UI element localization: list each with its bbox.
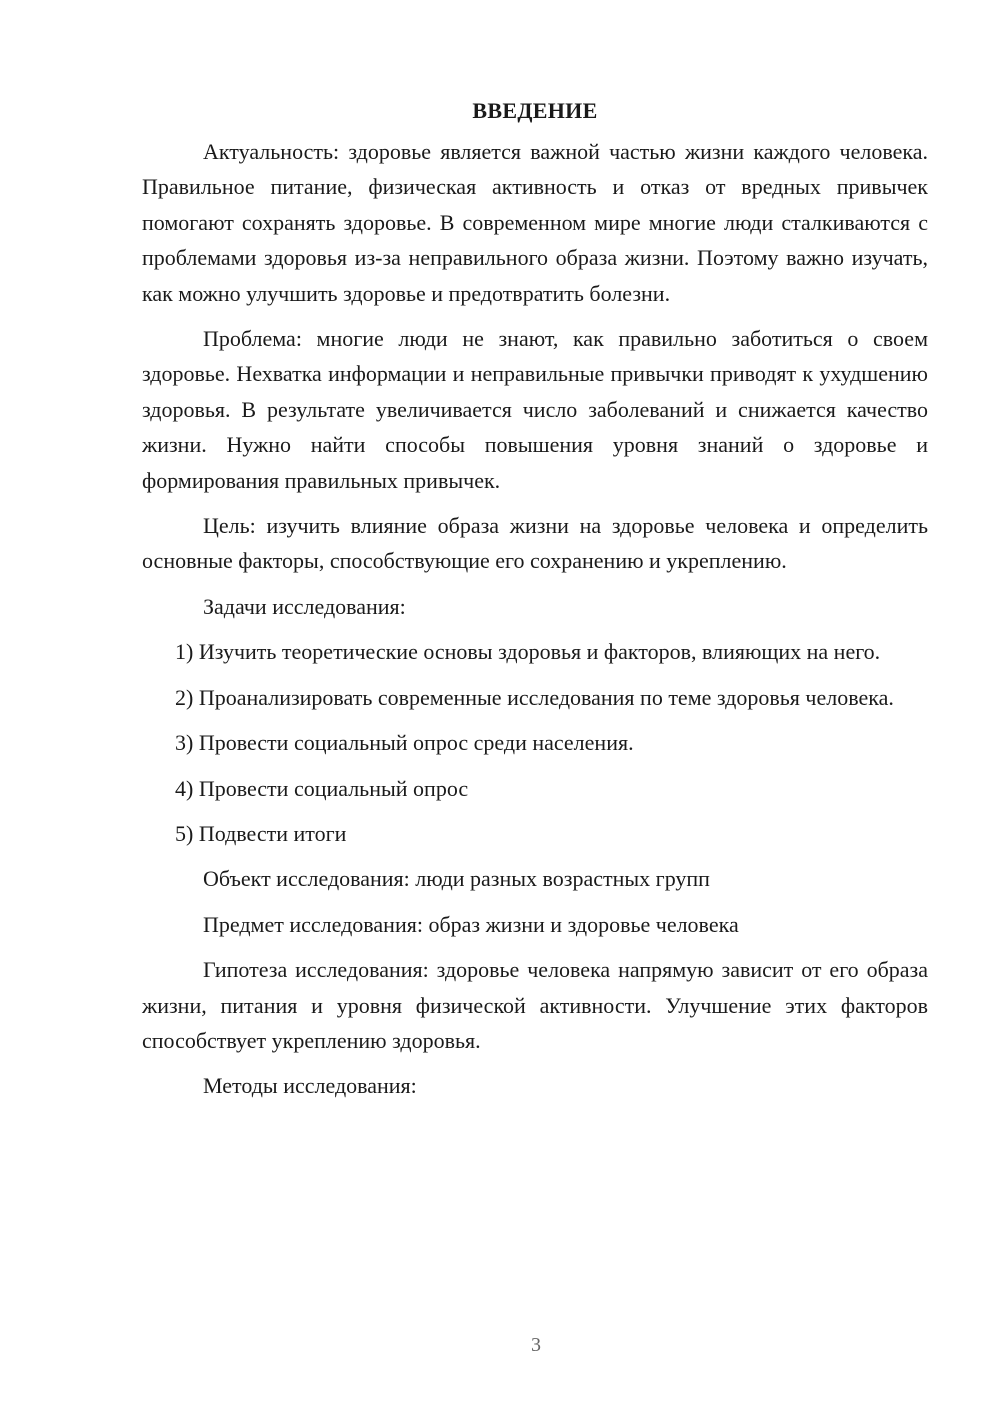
section-title: ВВЕДЕНИЕ [472, 98, 598, 123]
document-page [142, 96, 928, 1114]
object-paragraph: Объект исследования: люди разных возрастных групп [203, 866, 710, 892]
goal-paragraph: Цель: изучить влияние образа жизни на здоровье человека и определить основные факторы, способствующие его сохранению и укреплению. [142, 513, 928, 574]
hypothesis-paragraph: Гипотеза исследования: здоровье человека напрямую зависит от его образа жизни, питания и уровня физической активности. Улучшение этих факторов способствует укреплению здоровья. [142, 957, 928, 1053]
methods-heading: Методы исследования: [203, 1073, 417, 1099]
task-item-5: 5) Подвести итоги [175, 820, 347, 846]
relevance-paragraph: Актуальность: здоровье является важной частью жизни каждого человека. Правильное питание, физическая активность и отказ от вредных привычек помогают сохранять здоровье. В современном мире многие люди сталкиваются с проблемами здоровья из-за неправильного образа жизни. Поэтому важно изучать, как можно улучшить здоровье и предотвратить болезни. [142, 139, 928, 306]
task-item-1: 1) Изучить теоретические основы здоровья и факторов, влияющих на него. [175, 639, 881, 665]
task-item-3: 3) Провести социальный опрос среди населения. [175, 730, 634, 756]
page-number: 3 [531, 1334, 541, 1356]
problem-paragraph: Проблема: многие люди не знают, как правильно заботиться о своем здоровье. Нехватка информации и неправильные привычки приводят к ухудшению здоровья. В результате увеличивается число заболеваний и снижается качество жизни. Нужно найти способы повышения уровня знаний о здоровье и формирования правильных привычек. [142, 326, 928, 493]
task-item-4: 4) Провести социальный опрос [175, 775, 469, 801]
subject-paragraph: Предмет исследования: образ жизни и здоровье человека [203, 911, 739, 937]
tasks-heading: Задачи исследования: [203, 593, 406, 619]
task-item-2: 2) Проанализировать современные исследования по теме здоровья человека. [175, 684, 894, 710]
